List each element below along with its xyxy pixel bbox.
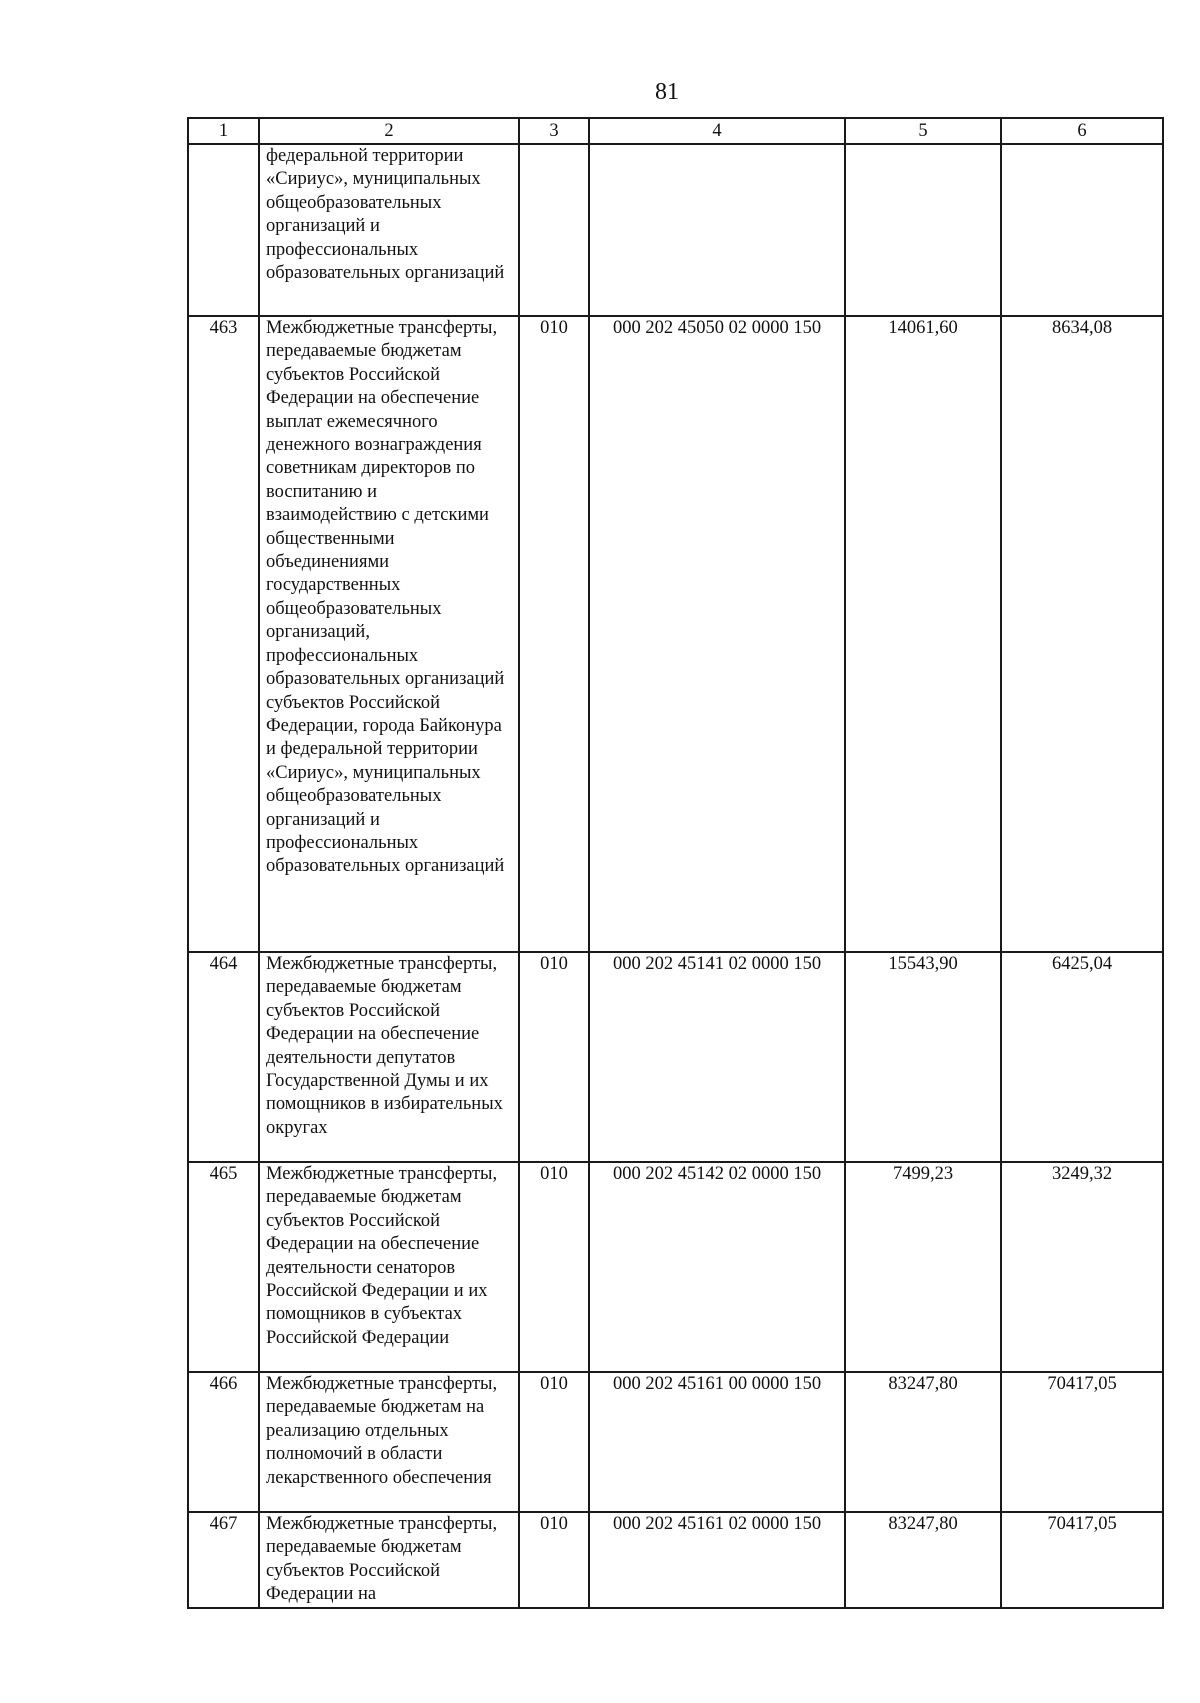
row-amount-6: 70417,05 (1001, 1372, 1163, 1512)
row-number: 463 (188, 316, 259, 952)
row-name: Межбюджетные трансферты, передаваемые бюджетам субъектов Российской Федерации на (259, 1512, 519, 1608)
table-body (188, 144, 1163, 1608)
table-row (188, 952, 1163, 1162)
row-code: 010 (519, 952, 589, 1162)
table-row (188, 144, 1163, 316)
row-number: 466 (188, 1372, 259, 1512)
row-number: 467 (188, 1512, 259, 1608)
header-col-2: 2 (259, 118, 519, 144)
table-header (188, 118, 1163, 144)
row-number: 464 (188, 952, 259, 1162)
row-code: 010 (519, 1162, 589, 1372)
row-kbk: 000 202 45141 02 0000 150 (589, 952, 845, 1162)
row-name: Межбюджетные трансферты, передаваемые бюджетам субъектов Российской Федерации на обеспечение деятельности сенаторов Российской Федерации и их помощников в субъектах Российской Федерации (259, 1162, 519, 1372)
row-kbk: 000 202 45050 02 0000 150 (589, 316, 845, 952)
page-number: 81 (655, 79, 679, 105)
table-row (188, 316, 1163, 952)
table-row (188, 1372, 1163, 1512)
header-col-4: 4 (589, 118, 845, 144)
row-kbk (589, 144, 845, 316)
row-name: федеральной территории «Сириус», муниципальных общеобразовательных организаций и профессиональных образовательных организаций (259, 144, 519, 316)
row-amount-6 (1001, 144, 1163, 316)
header-col-5: 5 (845, 118, 1001, 144)
header-col-1: 1 (188, 118, 259, 144)
header-col-6: 6 (1001, 118, 1163, 144)
row-amount-6: 6425,04 (1001, 952, 1163, 1162)
row-number: 465 (188, 1162, 259, 1372)
row-amount-5: 7499,23 (845, 1162, 1001, 1372)
row-name: Межбюджетные трансферты, передаваемые бюджетам субъектов Российской Федерации на обеспечение деятельности депутатов Государственной Думы и их помощников в избирательных округах (259, 952, 519, 1162)
row-amount-5: 83247,80 (845, 1512, 1001, 1608)
table-row (188, 1162, 1163, 1372)
row-amount-5: 15543,90 (845, 952, 1001, 1162)
row-amount-6: 70417,05 (1001, 1512, 1163, 1608)
row-amount-6: 8634,08 (1001, 316, 1163, 952)
row-amount-5: 14061,60 (845, 316, 1001, 952)
row-kbk: 000 202 45161 00 0000 150 (589, 1372, 845, 1512)
row-kbk: 000 202 45161 02 0000 150 (589, 1512, 845, 1608)
row-kbk: 000 202 45142 02 0000 150 (589, 1162, 845, 1372)
row-amount-6: 3249,32 (1001, 1162, 1163, 1372)
row-name: Межбюджетные трансферты, передаваемые бюджетам субъектов Российской Федерации на обеспечение выплат ежемесячного денежного вознаграждения советникам директоров по воспитанию и взаимодействию с детскими общественными объединениями государственных общеобразовательных организаций, профессиональных образовательных организаций субъектов Российской Федерации, города Байконура и федеральной территории «Сириус», муниципальных общеобразовательных организаций и профессиональных образовательных организаций (259, 316, 519, 952)
row-amount-5 (845, 144, 1001, 316)
header-col-3: 3 (519, 118, 589, 144)
row-number (188, 144, 259, 316)
row-code (519, 144, 589, 316)
row-code: 010 (519, 1512, 589, 1608)
header-row (188, 118, 1163, 144)
row-code: 010 (519, 1372, 589, 1512)
row-amount-5: 83247,80 (845, 1372, 1001, 1512)
row-code: 010 (519, 316, 589, 952)
table-row (188, 1512, 1163, 1608)
budget-table (187, 117, 1164, 1609)
row-name: Межбюджетные трансферты, передаваемые бюджетам на реализацию отдельных полномочий в области лекарственного обеспечения (259, 1372, 519, 1512)
